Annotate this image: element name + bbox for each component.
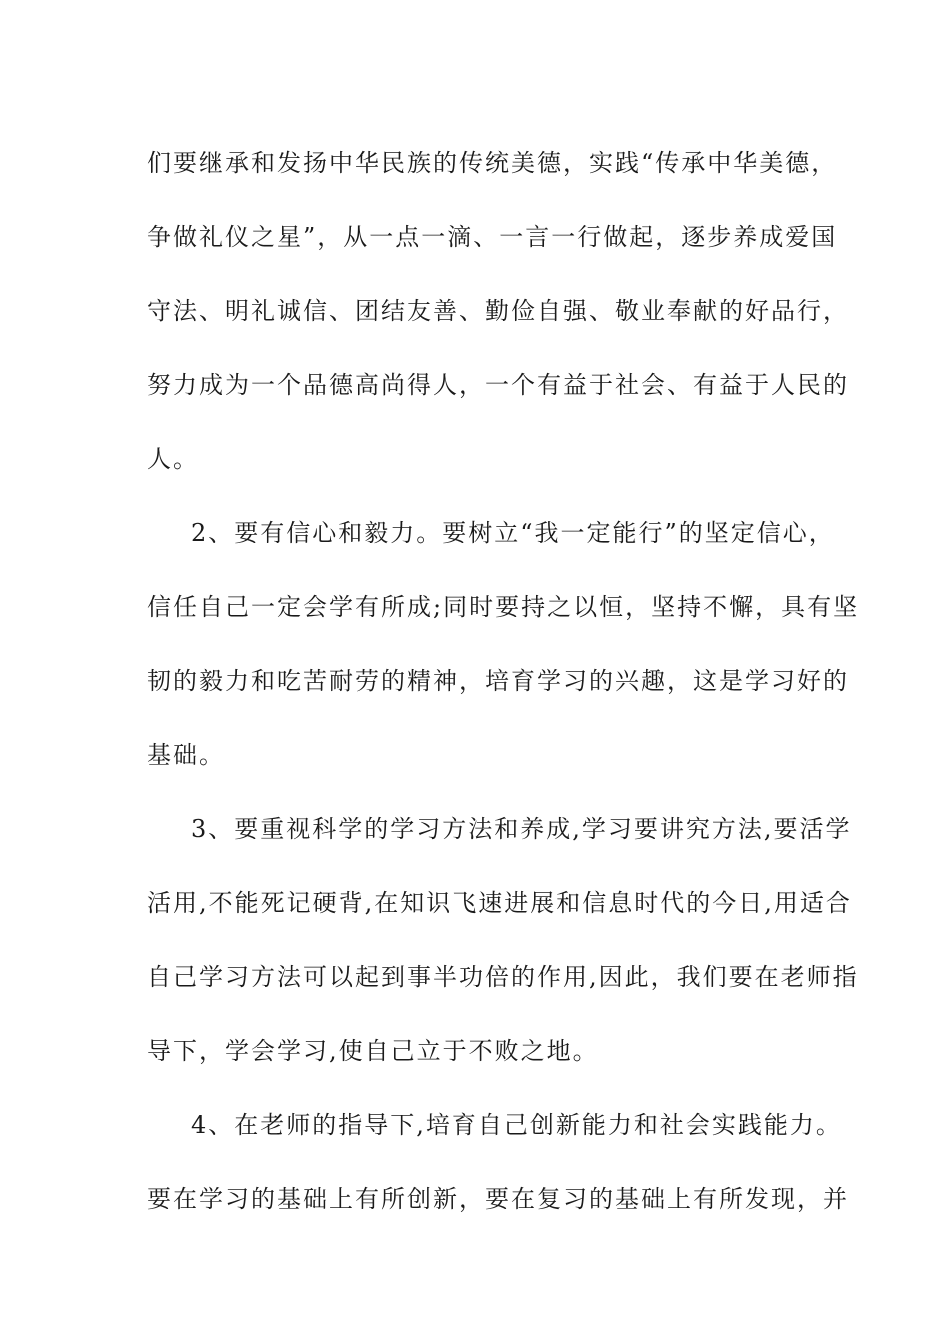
- text-line: 努力成为一个品德高尚得人，一个有益于社会、有益于人民的: [147, 371, 849, 399]
- text-line: 争做礼仪之星”，从一点一滴、一言一行做起，逐步养成爱国: [147, 223, 838, 251]
- paragraph-start-line: 4、在老师的指导下,培育自己创新能力和社会实践能力。: [191, 1111, 842, 1139]
- text-line: 活用,不能死记硬背,在知识飞速进展和信息时代的今日,用适合: [147, 889, 852, 917]
- text-line: 守法、明礼诚信、团结友善、勤俭自强、敬业奉献的好品行，: [147, 297, 849, 325]
- paragraph-start-line: 2、要有信心和毅力。要树立“我一定能行”的坚定信心，: [191, 519, 835, 547]
- text-line: 要在学习的基础上有所创新，要在复习的基础上有所发现，并: [147, 1185, 849, 1213]
- text-line: 人。: [147, 445, 199, 473]
- document-text: [147, 126, 860, 1236]
- text-line: 韧的毅力和吃苦耐劳的精神，培育学习的兴趣，这是学习好的: [147, 667, 849, 695]
- text-line: 基础。: [147, 741, 225, 769]
- text-line: 导下，学会学习,使自己立于不败之地。: [147, 1037, 599, 1065]
- text-line: 们要继承和发扬中华民族的传统美德，实践“传承中华美德，: [147, 149, 838, 177]
- text-line: 信任自己一定会学有所成;同时要持之以恒，坚持不懈，具有坚: [147, 593, 860, 621]
- text-line: 自己学习方法可以起到事半功倍的作用,因此，我们要在老师指: [147, 963, 859, 991]
- paragraph-start-line: 3、要重视科学的学习方法和养成,学习要讲究方法,要活学: [191, 815, 852, 843]
